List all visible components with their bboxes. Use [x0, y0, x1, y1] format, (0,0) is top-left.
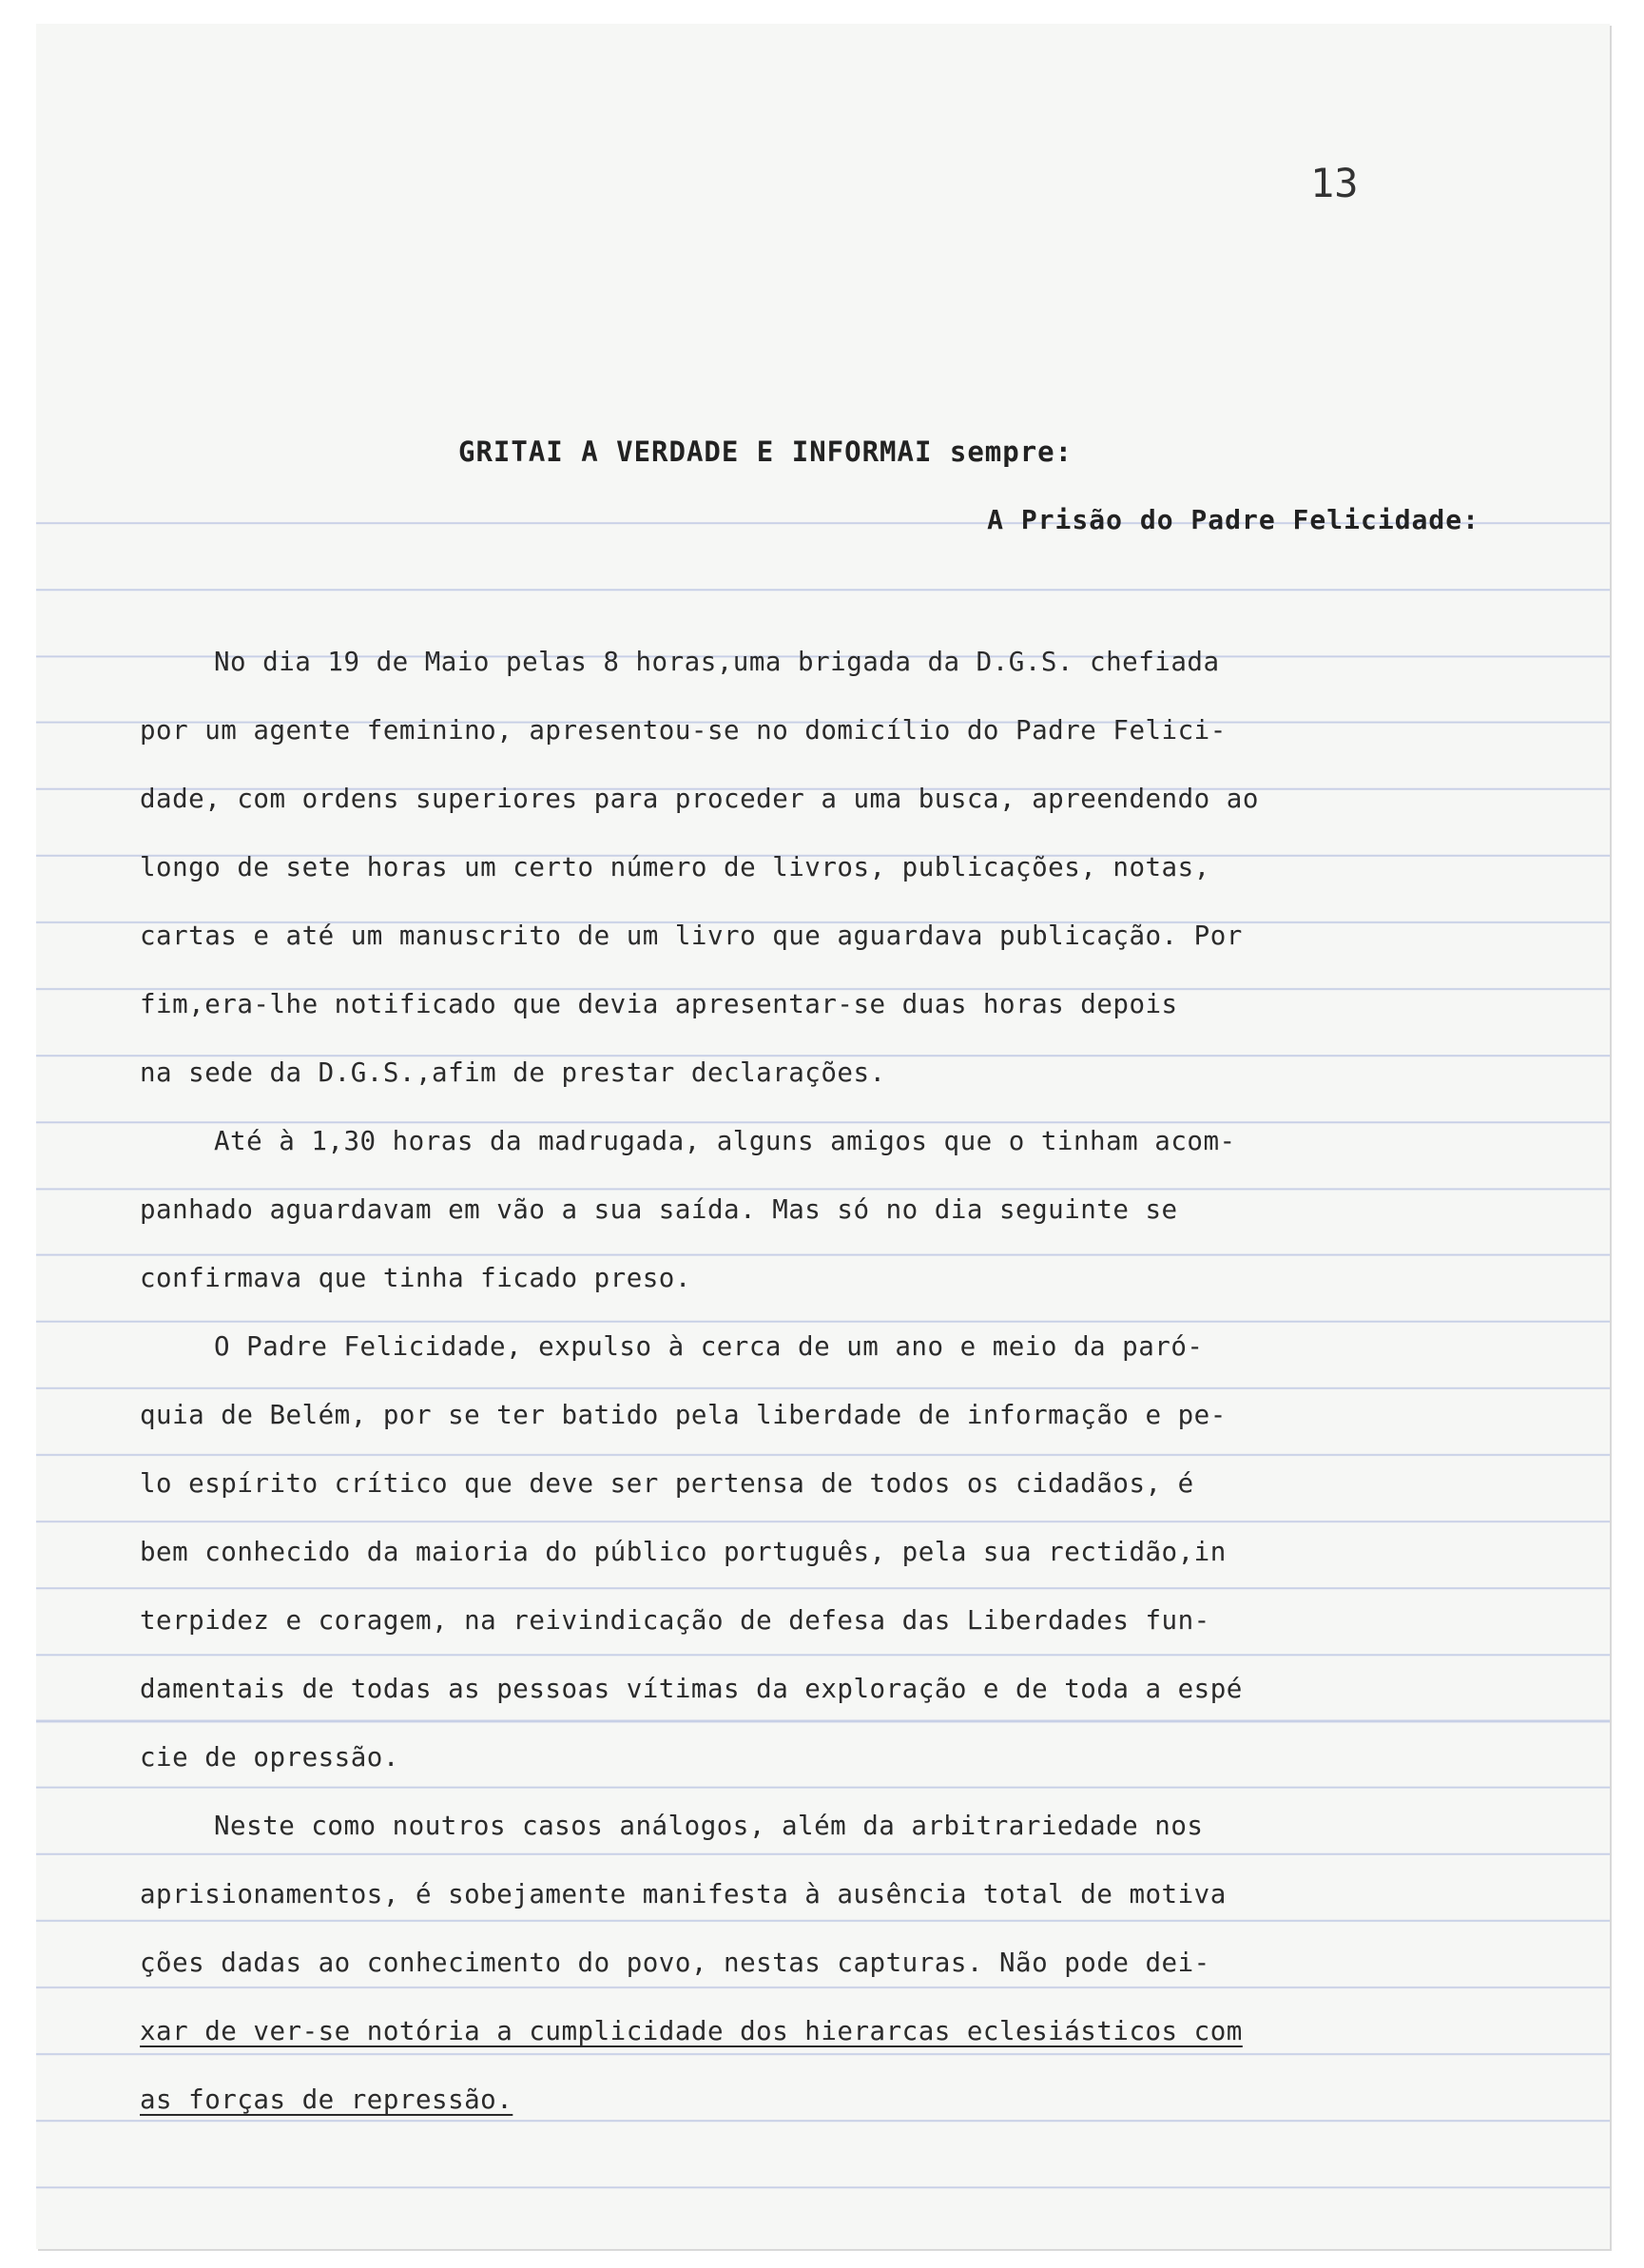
text-line: damentais de todas as pessoas vítimas da exploração e de toda a espé	[140, 1674, 1243, 1704]
text-line: terpidez e coragem, na reivindicação de defesa das Liberdades fun-	[140, 1605, 1210, 1636]
text-line: ções dadas ao conhecimento do povo, nestas capturas. Não pode dei-	[140, 1948, 1210, 1978]
text-line: Até à 1,30 horas da madrugada, alguns amigos que o tinham acom-	[214, 1126, 1236, 1156]
text-line: lo espírito crítico que deve ser pertensa de todos os cidadãos, é	[140, 1468, 1194, 1499]
text-line: cie de opressão.	[140, 1742, 399, 1773]
text-line: fim,era-lhe notificado que devia apresentar-se duas horas depois	[140, 989, 1178, 1019]
text-line: na sede da D.G.S.,afim de prestar declarações.	[140, 1057, 886, 1088]
document-title: GRITAI A VERDADE E INFORMAI sempre:	[458, 436, 1073, 468]
page-number: 13	[1310, 160, 1359, 206]
text-line: Neste como noutros casos análogos, além da arbitrariedade nos	[214, 1811, 1204, 1841]
text-line: por um agente feminino, apresentou-se no domicílio do Padre Felici-	[140, 715, 1227, 746]
text-line: dade, com ordens superiores para proceder a uma busca, apreendendo ao	[140, 784, 1259, 814]
text-line: confirmava que tinha ficado preso.	[140, 1263, 691, 1293]
text-line: aprisionamentos, é sobejamente manifesta à ausência total de motiva	[140, 1879, 1227, 1909]
text-line-underlined: xar de ver-se notória a cumplicidade dos hierarcas eclesiásticos com	[140, 2016, 1243, 2046]
text-line: bem conhecido da maioria do público português, pela sua rectidão,in	[140, 1537, 1227, 1567]
document-subtitle: A Prisão do Padre Felicidade:	[987, 504, 1480, 535]
text-line: No dia 19 de Maio pelas 8 horas,uma brigada da D.G.S. chefiada	[214, 647, 1220, 677]
text-line: O Padre Felicidade, expulso à cerca de um ano e meio da paró-	[214, 1331, 1204, 1362]
text-line: longo de sete horas um certo número de livros, publicações, notas,	[140, 852, 1210, 882]
sheet-top-blank	[36, 24, 1610, 457]
body-text	[140, 628, 1452, 2134]
text-line-underlined: as forças de repressão.	[140, 2084, 513, 2115]
text-line: quia de Belém, por se ter batido pela liberdade de informação e pe-	[140, 1400, 1227, 1430]
text-line: panhado aguardavam em vão a sua saída. Mas só no dia seguinte se	[140, 1194, 1178, 1225]
text-line: cartas e até um manuscrito de um livro que aguardava publicação. Por	[140, 921, 1243, 951]
